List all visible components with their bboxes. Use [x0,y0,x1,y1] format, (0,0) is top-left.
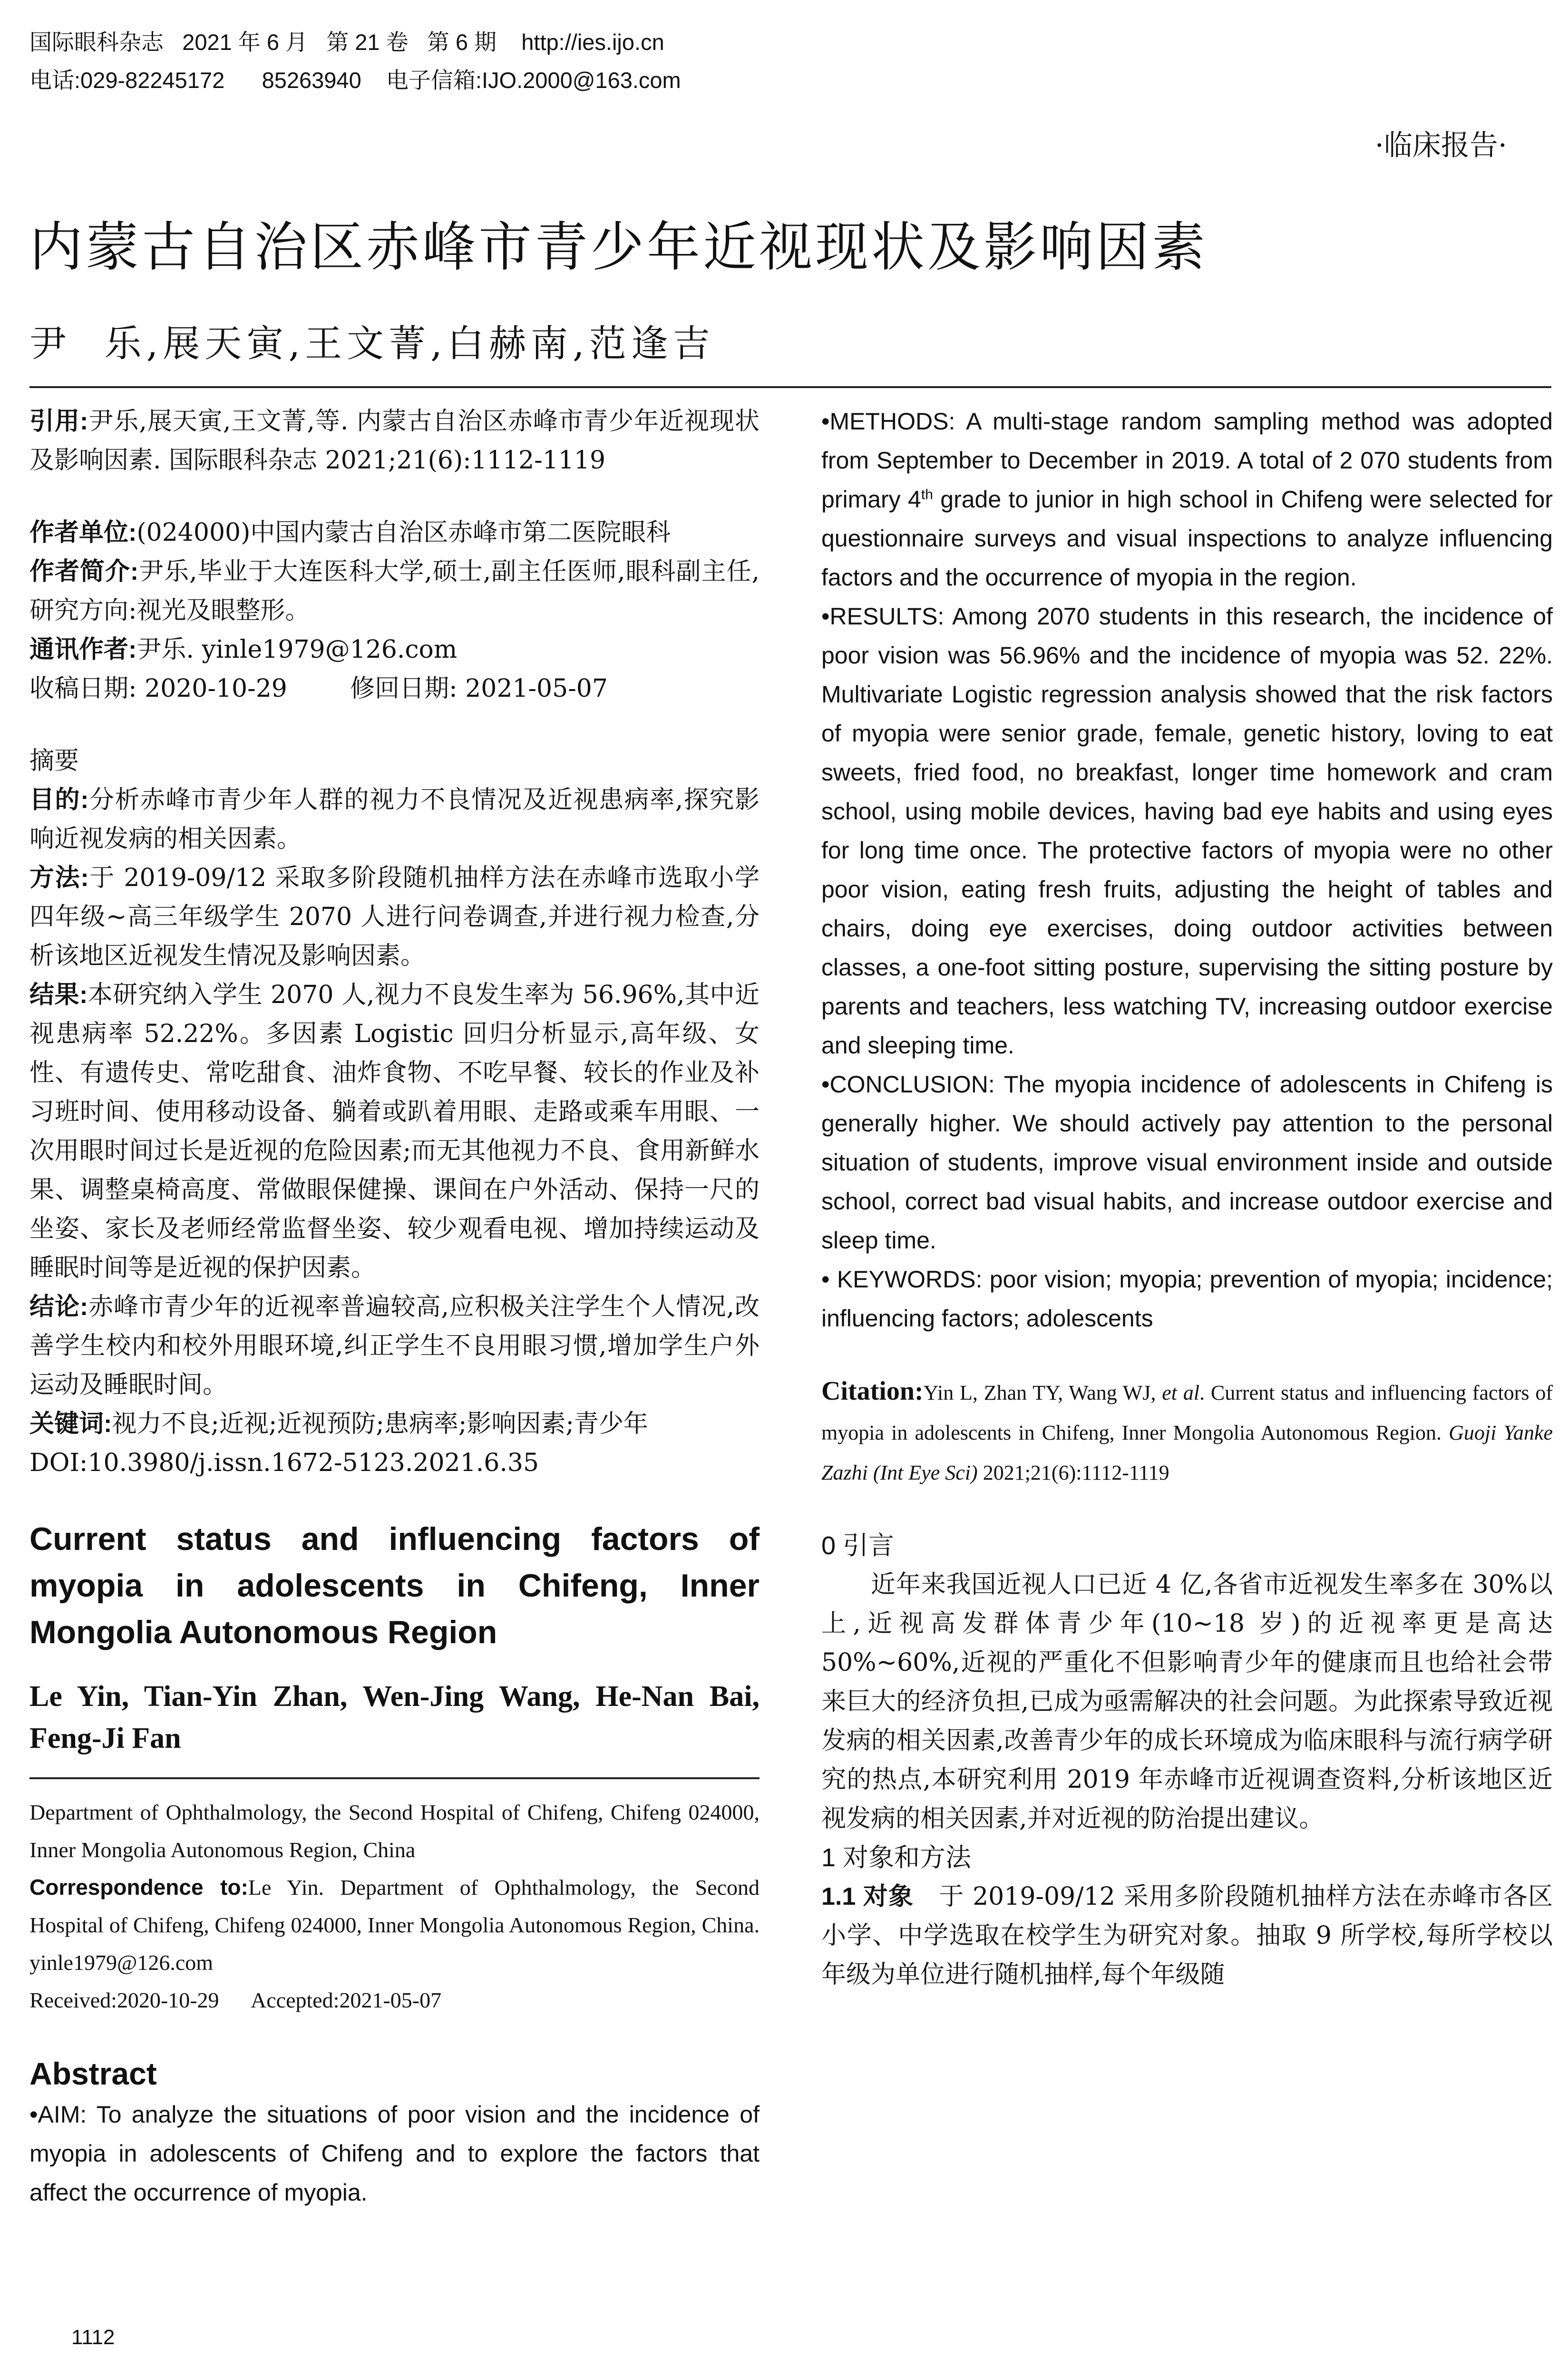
abstract-cn-heading: 摘要 [29,747,79,775]
english-title: Current status and influencing factors of myopia in adolescents in Chifeng, Inner Mongolia Autonomous Region [29,1521,760,1650]
abstract-en-conclusion: •CONCLUSION: The myopia incidence of adolescents in Chifeng is generally higher. We should actively pay attention to the personal situation of students, improve visual environment inside and outside school, correct bad visual habits, and increase outdoor exercise and sleep time. [821,1071,1553,1254]
english-citation: Citation:Yin L, Zhan TY, Wang WJ, et al. Current status and influencing factors of myopia in adolescents in Chifeng, Inner Mongolia Autonomous Region. Guoji Yanke Zazhi (Int Eye Sci) 2021;21(6):1112-1119 [821,1376,1553,1484]
intro-heading: 0 引言 [821,1531,895,1560]
page-number: 1112 [71,2326,115,2349]
citation-cn: 引用:尹乐,展天寅,王文菁,等. 内蒙古自治区赤峰市青少年近视现状及影响因素. 国际眼科杂志 2021;21(6):1112-1119 [29,407,760,475]
abstract-en-methods: •METHODS: A multi-stage random sampling method was adopted from September to December in 2019. A total of 2 070 students from primary 4th grade to junior in high school in Chifeng were selected for questionnaire surveys and visual inspections to analyze influencing factors and the occurrence of myopia in the region. [821,408,1553,591]
author-unit: 作者单位:(024000)中国内蒙古自治区赤峰市第二医院眼科 [29,518,671,547]
dates: 收稿日期: 2020-10-29 修回日期: 2021-05-07 [29,674,608,703]
abstract-aim: 目的:分析赤峰市青少年人群的视力不良情况及近视患病率,探究影响近视发病的相关因素。 [29,786,760,853]
header-rule [29,386,1551,388]
abstract-en-heading: Abstract [29,2056,157,2091]
english-correspondence: Correspondence to:Le Yin. Department of Ophthalmology, the Second Hospital of Chifeng, Chifeng 024000, Inner Mongolia Autonomous Region, China. yinle1979@126.com [29,1875,760,1975]
left-column [29,402,760,2212]
english-authors: Le Yin, Tian-Yin Zhan, Wen-Jing Wang, He-Nan Bai, Feng-Ji Fan [29,1680,760,1754]
doi: DOI:10.3980/j.issn.1672-5123.2021.6.35 [29,1449,539,1477]
abstract-methods: 方法:于 2019-09/12 采取多阶段随机抽样方法在赤峰市选取小学四年级~高三年级学生 2070 人进行问卷调查,并进行视力检查,分析该地区近视发生情况及影响因素。 [29,864,760,970]
keywords-cn: 关键词:视力不良;近视;近视预防;患病率;影响因素;青少年 [29,1410,648,1438]
english-received: Received:2020-10-29 Accepted:2021-05-07 [29,1988,442,2012]
subjects-paragraph: 1.1 对象 于 2019-09/12 采用多阶段随机抽样方法在赤峰市各区小学、中学选取在校学生为研究对象。抽取 9 所学校,每所学校以年级为单位进行随机抽样,每个年级随 [821,1882,1553,1989]
corresponding-author: 通讯作者:尹乐. yinle1979@126.com [29,635,458,664]
english-affiliation: Department of Ophthalmology, the Second Hospital of Chifeng, Chifeng 024000, Inner Mongolia Autonomous Region, China [29,1800,760,1862]
author-bio: 作者简介:尹乐,毕业于大连医科大学,硕士,副主任医师,眼科副主任,研究方向:视光及眼整形。 [29,557,760,625]
right-column [821,402,1553,1994]
journal-header-line1: 国际眼科杂志 2021 年 6 月 第 21 卷 第 6 期 http://ies.ijo.cn [29,29,664,55]
abstract-conclusion: 结论:赤峰市青少年的近视率普遍较高,应积极关注学生个人情况,改善学生校内和校外用眼环境,纠正学生不良用眼习惯,增加学生户外运动及睡眠时间。 [29,1293,760,1399]
section-label: ·临床报告· [1374,129,1507,162]
article-title: 内蒙古自治区赤峰市青少年近视现状及影响因素 [29,217,1208,277]
abstract-en-aim: •AIM: To analyze the situations of poor vision and the incidence of myopia in adolescents of Chifeng and to explore the factors that affect the occurrence of myopia. [29,2101,760,2206]
methods-heading: 1 对象和方法 [821,1843,972,1872]
author-rule [29,1777,760,1779]
abstract-results: 结果:本研究纳入学生 2070 人,视力不良发生率为 56.96%,其中近视患病率 52.22%。多因素 Logistic 回归分析显示,高年级、女性、有遗传史、常吃甜食、油炸食物、不吃早餐、较长的作业及补习班时间、使用移动设备、躺着或趴着用眼、走路或乘车用眼、一次用眼时间过长是近视的危险因素;而无其他视力不良、食用新鲜水果、调整桌椅高度、常做眼保健操、课间在户外活动、保持一尺的坐姿、家长及老师经常监督坐姿、较少观看电视、增加持续运动及睡眠时间等是近视的保护因素。 [29,981,760,1282]
article-authors: 尹 乐,展天寅,王文菁,白赫南,范逢吉 [29,322,715,365]
journal-header-line2: 电话:029-82245172 85263940 电子信箱:IJO.2000@163.com [29,68,681,93]
abstract-en-keywords: • KEYWORDS: poor vision; myopia; prevention of myopia; incidence; influencing factors; adolescents [821,1266,1553,1332]
intro-text: 近年来我国近视人口已近 4 亿,各省市近视发生率多在 30%以上,近视高发群体青少年(10~18 岁)的近视率更是高达 50%~60%,近视的严重化不但影响青少年的健康而且也给社会带来巨大的经济负担,已成为亟需解决的社会问题。为此探索导致近视发病的相关因素,改善青少年的成长环境成为临床眼科与流行病学研究的热点,本研究利用 2019 年赤峰市近视调查资料,分析该地区近视发病的相关因素,并对近视的防治提出建议。 [821,1570,1553,1833]
abstract-en-results: •RESULTS: Among 2070 students in this research, the incidence of poor vision was 56.96% and the incidence of myopia was 52. 22%. Multivariate Logistic regression analysis showed that the risk factors of myopia were senior grade, female, genetic history, loving to eat sweets, fried food, no breakfast, longer time homework and cram school, using mobile devices, having bad eye habits and using eyes for long time once. The protective factors of myopia were no other poor vision, eating fresh fruits, adjusting the height of tables and chairs, doing eye exercises, doing outdoor activities between classes, a one-foot sitting posture, supervising the sitting posture by parents and teachers, less watching TV, increasing outdoor exercise and sleeping time. [821,603,1553,1059]
